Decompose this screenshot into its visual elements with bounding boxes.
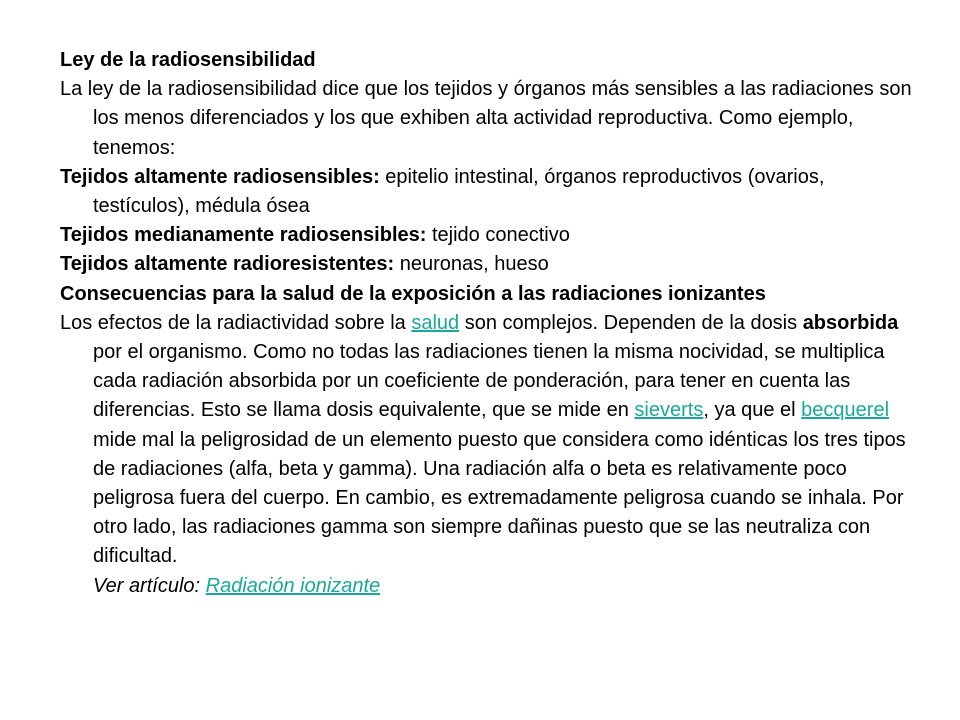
effects-text: son complejos. Dependen de la dosis <box>459 311 803 334</box>
document-body <box>60 46 920 601</box>
tissue-item-medium-sensitivity <box>60 221 920 250</box>
radiacion-ionizante-link[interactable]: Radiación ionizante <box>205 574 381 597</box>
intro-paragraph: La ley de la radiosensibilidad dice que los tejidos y órganos más sensibles a las radiaciones son los menos diferenciados y los que exhiben alta actividad reproductiva. Como ejemplo, tenemos: <box>60 78 912 159</box>
tissue-item-high-sensitivity <box>60 163 920 221</box>
tissue-value: epitelio intestinal, órganos reproductivos (ovarios, testículos), médula ósea <box>93 165 825 218</box>
salud-link[interactable]: salud <box>411 311 460 334</box>
heading-text: Ley de la radiosensibilidad <box>60 49 316 71</box>
tissue-label: Tejidos medianamente radiosensibles: <box>60 224 427 247</box>
sieverts-link[interactable]: sieverts <box>634 399 704 422</box>
tissue-label: Tejidos altamente radiosensibles: <box>60 165 380 188</box>
effects-text: Los efectos de la radiactividad sobre la <box>60 311 412 334</box>
section-title-text: Consecuencias para la salud de la exposición a las radiaciones ionizantes <box>60 282 766 305</box>
effects-text: por el organismo. Como no todas las radiaciones tienen la misma nocividad, se multiplica cada radiación absorbida por un coeficiente de ponderación, para tener en cuenta las diferencias. Esto se llama dosis equivalente, que se mide en <box>93 341 885 422</box>
effects-text: mide mal la peligrosidad de un elemento puesto que considera como idénticas los tres tipos de radiaciones (alfa, beta y gamma). Una radiación alfa o beta es relativamente poco peligrosa fuera del cuerpo. En cambio, es extremadamente peligrosa cuando se inhala. Por otro lado, las radiaciones gamma son siempre dañinas puesto que se las neutraliza con dificultad. <box>93 428 906 568</box>
section-title <box>60 280 920 309</box>
heading <box>60 46 920 75</box>
effects-paragraph <box>60 309 920 601</box>
effects-text: , ya que el <box>703 399 802 422</box>
tissue-value: tejido conectivo <box>426 224 570 247</box>
tissue-value: neuronas, hueso <box>394 253 549 276</box>
see-also-label: Ver artículo: <box>93 574 206 597</box>
tissue-item-high-resistance <box>60 250 920 279</box>
absorbida-bold: absorbida <box>802 311 899 334</box>
becquerel-link[interactable]: becquerel <box>801 399 890 422</box>
tissue-label: Tejidos altamente radioresistentes: <box>60 253 395 276</box>
